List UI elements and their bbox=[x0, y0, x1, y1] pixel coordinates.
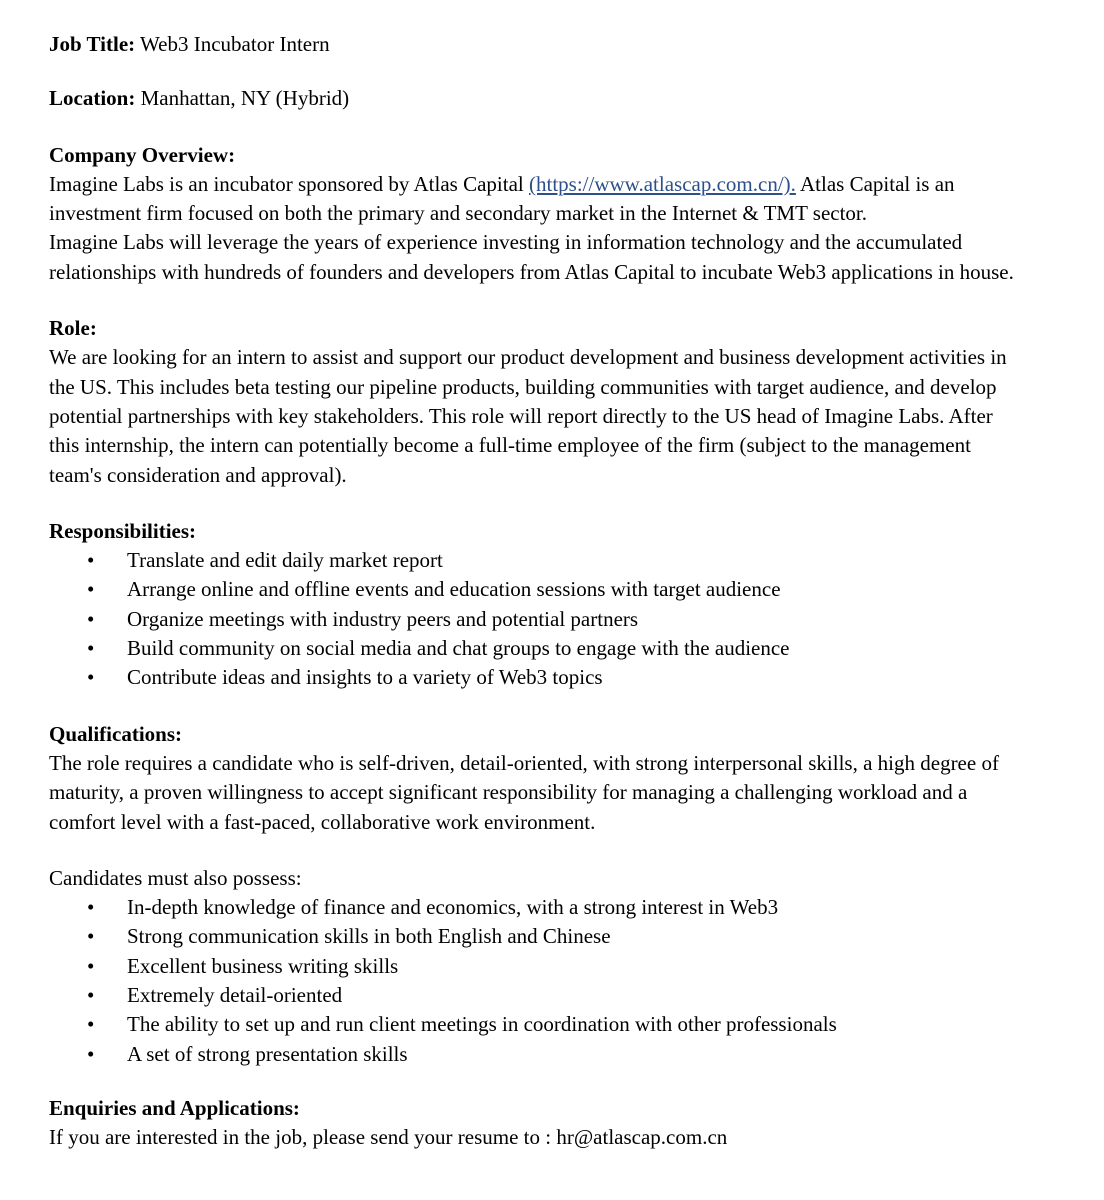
enquiries-text: If you are interested in the job, please send your resume to : hr@atlascap.com.cn bbox=[49, 1125, 728, 1150]
list-item-text: Strong communication skills in both English and Chinese bbox=[127, 924, 611, 949]
bullet-icon: • bbox=[87, 983, 95, 1008]
role-paragraph: We are looking for an intern to assist and support our product development and business development activities in the US. This includes beta testing our pipeline products, building communities with target audience, and develop potential partnerships with key stakeholders. This role will report directly to the US head of Imagine Labs. After this internship, the intern can potentially become a full-time employee of the firm (subject to the management team's consideration and approval). bbox=[49, 345, 1007, 487]
list-item bbox=[49, 663, 1015, 692]
list-item-text: Translate and edit daily market report bbox=[127, 548, 443, 573]
bullet-icon: • bbox=[87, 953, 95, 978]
company-overview-paragraph-2: Imagine Labs will leverage the years of experience investing in information technology and the accumulated relationships with hundreds of founders and developers from Atlas Capital to incubate Web3 applications in house. bbox=[49, 230, 1014, 284]
qualifications-heading: Qualifications: bbox=[49, 721, 183, 746]
qualifications-list bbox=[49, 893, 1015, 1069]
list-item-text: Extremely detail-oriented bbox=[127, 983, 343, 1008]
bullet-icon: • bbox=[87, 577, 95, 602]
candidates-intro: Candidates must also possess: bbox=[49, 865, 302, 890]
company-overview-paragraph-1 bbox=[49, 170, 1015, 229]
list-item bbox=[49, 634, 1015, 663]
company-overview-text-a: Imagine Labs is an incubator sponsored by Atlas Capital bbox=[49, 171, 529, 196]
list-item-text: Contribute ideas and insights to a variety of Web3 topics bbox=[127, 665, 603, 690]
list-item-text: Excellent business writing skills bbox=[127, 953, 399, 978]
bullet-icon: • bbox=[87, 895, 95, 920]
bullet-icon: • bbox=[87, 665, 95, 690]
company-overview-heading: Company Overview: bbox=[49, 142, 236, 167]
list-item-text: Build community on social media and chat groups to engage with the audience bbox=[127, 636, 790, 661]
location-line bbox=[49, 84, 1015, 113]
bullet-icon: • bbox=[87, 1041, 95, 1066]
role-heading: Role: bbox=[49, 316, 97, 341]
list-item bbox=[49, 546, 1015, 575]
atlas-capital-link[interactable]: (https://www.atlascap.com.cn/). bbox=[529, 171, 796, 196]
list-item bbox=[49, 1010, 1015, 1039]
list-item-text: Organize meetings with industry peers and potential partners bbox=[127, 606, 639, 631]
list-item-text: A set of strong presentation skills bbox=[127, 1041, 408, 1066]
list-item-text: The ability to set up and run client meetings in coordination with other professionals bbox=[127, 1012, 837, 1037]
list-item-text: In-depth knowledge of finance and economics, with a strong interest in Web3 bbox=[127, 895, 779, 920]
list-item bbox=[49, 952, 1015, 981]
bullet-icon: • bbox=[87, 548, 95, 573]
bullet-icon: • bbox=[87, 606, 95, 631]
company-overview-text-b: Atlas Capital is an investment firm focused on both the primary and secondary market in the Internet & TMT sector. bbox=[49, 171, 955, 226]
enquiries-heading: Enquiries and Applications: bbox=[49, 1095, 300, 1120]
list-item bbox=[49, 1040, 1015, 1069]
job-title-label: Job Title: bbox=[49, 32, 136, 56]
responsibilities-heading: Responsibilities: bbox=[49, 518, 197, 543]
bullet-icon: • bbox=[87, 636, 95, 661]
list-item bbox=[49, 605, 1015, 634]
location-value: Manhattan, NY (Hybrid) bbox=[140, 86, 350, 111]
bullet-icon: • bbox=[87, 1012, 95, 1037]
list-item bbox=[49, 893, 1015, 922]
job-title-line bbox=[49, 30, 1015, 59]
location-label: Location: bbox=[49, 86, 136, 111]
list-item-text: Arrange online and offline events and education sessions with target audience bbox=[127, 577, 781, 602]
job-title-value: Web3 Incubator Intern bbox=[140, 32, 330, 56]
qualifications-paragraph: The role requires a candidate who is self-driven, detail-oriented, with strong interpersonal skills, a high degree of maturity, a proven willingness to accept significant responsibility for managing a challenging workload and a comfort level with a fast-paced, collaborative work environment. bbox=[49, 750, 999, 834]
list-item bbox=[49, 981, 1015, 1010]
responsibilities-list bbox=[49, 546, 1015, 692]
list-item bbox=[49, 922, 1015, 951]
list-item bbox=[49, 575, 1015, 604]
bullet-icon: • bbox=[87, 924, 95, 949]
